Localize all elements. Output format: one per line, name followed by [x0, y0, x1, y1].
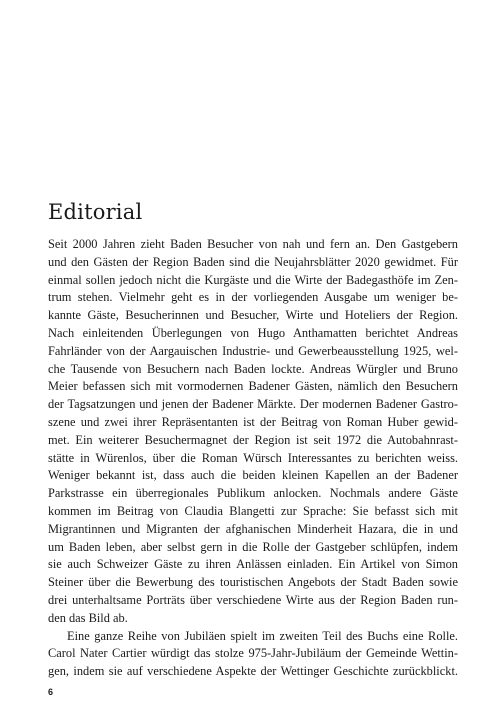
text-line: Steiner über die Bewerbung des touristischen Angebots der Stadt Baden sowie	[48, 575, 458, 590]
text-line: der Tagsatzungen und jenen der Badener Märkte. Der modernen Badener Gastro-	[48, 397, 458, 412]
text-line: met. Ein weiterer Besuchermagnet der Region ist seit 1972 die Autobahnrast-	[48, 432, 458, 447]
text-line: stätte in Würenlos, über die Roman Würsch Interessantes zu berichten weiss.	[48, 450, 458, 465]
text-line: und den Gästen der Region Baden sind die Neujahrsblätter 2020 gewidmet. Für	[48, 254, 458, 269]
text-line: Weniger bekannt ist, dass auch die beiden kleinen Kapellen an der Badener	[48, 468, 458, 483]
text-line: Nach einleitenden Überlegungen von Hugo Anthamatten berichtet Andreas	[48, 325, 458, 340]
text-line: Meier befassen sich mit vormodernen Badener Gästen, nämlich den Besuchern	[48, 379, 458, 394]
text-line: um Baden leben, aber selbst gern in die Rolle der Gastgeber schlüpfen, indem	[48, 539, 458, 554]
text-line: einmal sollen jedoch nicht die Kurgäste und die Wirte der Badegasthöfe im Zen-	[48, 272, 458, 287]
text-line: den das Bild ab.	[48, 610, 128, 625]
page-title: Editorial	[48, 200, 143, 224]
text-line: kannte Gäste, Besucherinnen und Besucher, Wirte und Hoteliers der Region.	[48, 308, 458, 323]
text-line: Seit 2000 Jahren zieht Baden Besucher von nah und fern an. Den Gastgebern	[48, 237, 458, 251]
text-line: gen, indem sie auf verschiedene Aspekte der Wettinger Geschichte zurückblickt.	[48, 664, 458, 679]
text-line: trum stehen. Vielmehr geht es in der vorliegenden Ausgabe um weniger be-	[48, 290, 458, 305]
text-line: Carol Nater Cartier würdigt das stolze 975-Jahr-Jubiläum der Gemeinde Wettin-	[48, 646, 458, 661]
text-line: Parkstrasse ein überregionales Publikum anlocken. Nochmals andere Gäste	[48, 486, 458, 501]
page-number: 6	[48, 687, 54, 697]
text-line: che Tausende von Besuchern nach Baden lockte. Andreas Würgler und Bruno	[48, 361, 458, 376]
text-line: drei unterhaltsame Porträts über verschiedene Wirte aus der Region Baden run-	[48, 592, 458, 607]
text-line: sie auch Schweizer Gäste zu ihren Anlässen einladen. Ein Artikel von Simon	[48, 557, 458, 572]
text-line: Fahrländer von der Aargauischen Industrie- und Gewerbeausstellung 1925, wel-	[48, 343, 458, 358]
text-line: Migrantinnen und Migranten der afghanischen Minderheit Hazara, die in und	[48, 521, 458, 536]
body-text	[48, 236, 458, 681]
text-line: Eine ganze Reihe von Jubiläen spielt im zweiten Teil des Buchs eine Rolle.	[67, 628, 458, 643]
text-line: kommen im Beitrag von Claudia Blangetti zur Sprache: Sie befasst sich mit	[48, 503, 458, 518]
text-line: szene und zwei ihrer Repräsentanten ist der Beitrag von Roman Huber gewid-	[48, 414, 458, 429]
